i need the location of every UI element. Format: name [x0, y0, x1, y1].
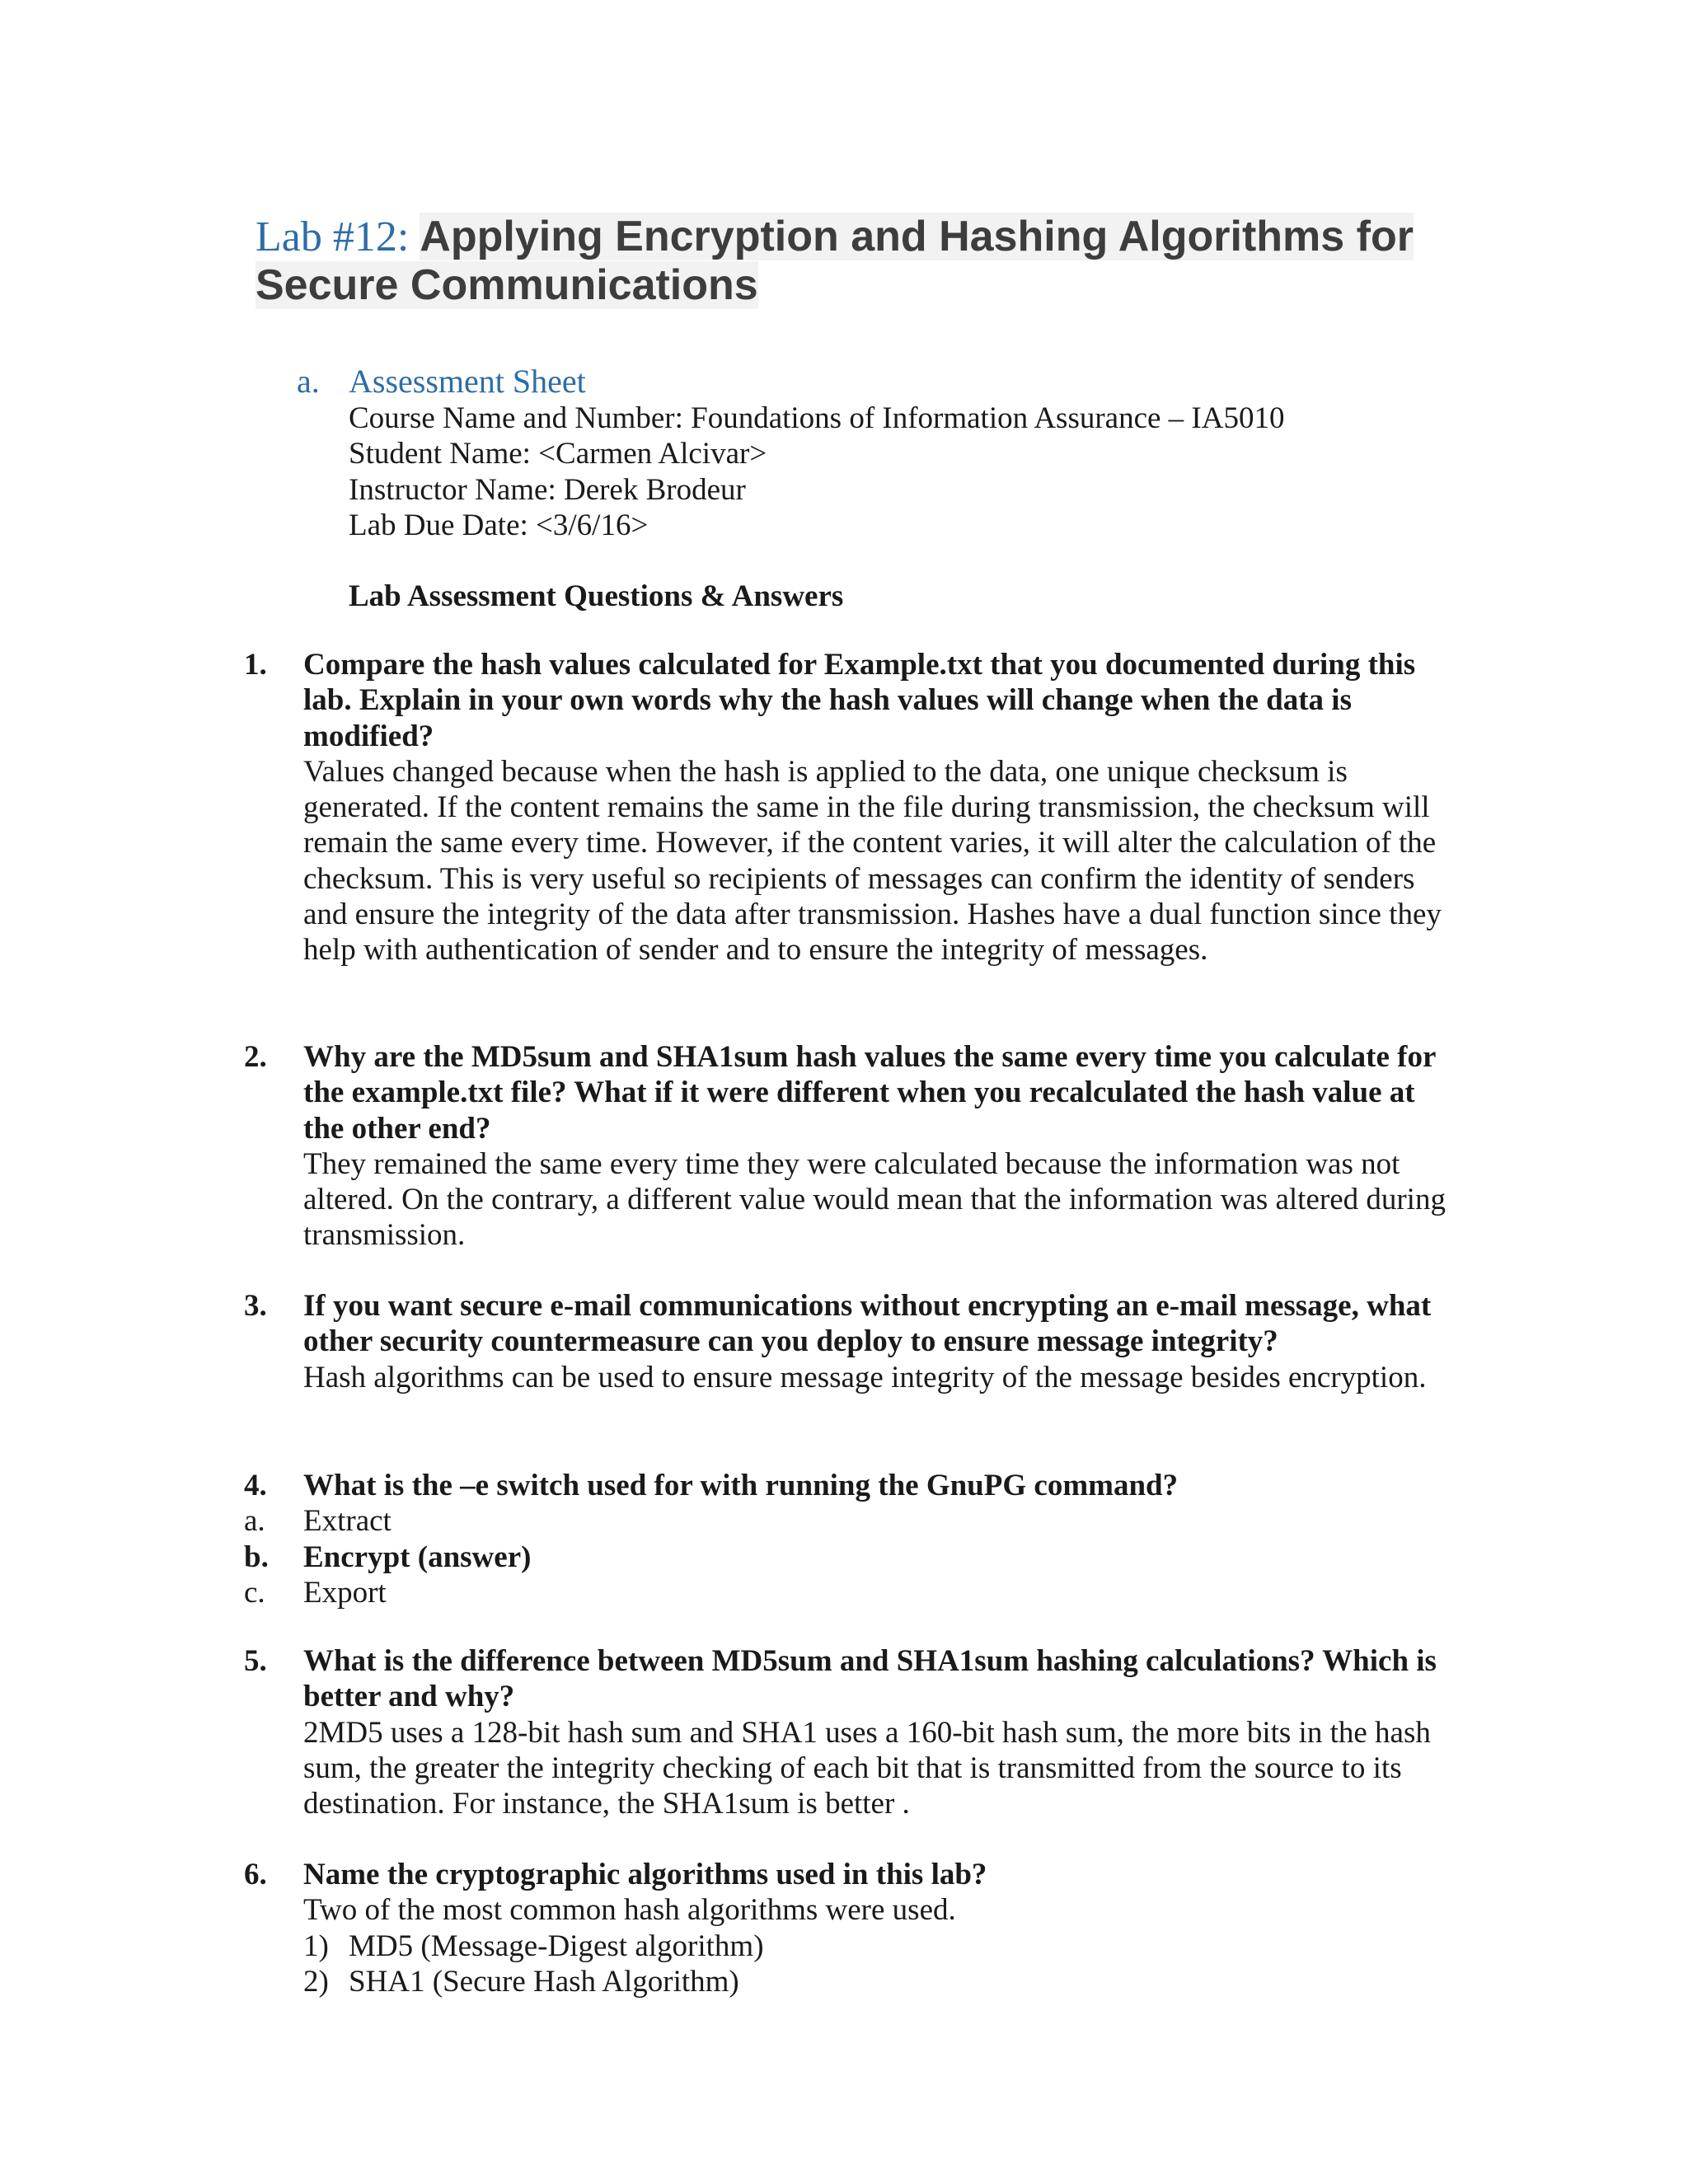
- option-c: [244, 1575, 1456, 1610]
- question-6: [244, 1857, 1456, 1892]
- instructor-line: Instructor Name: Derek Brodeur: [349, 472, 746, 507]
- due-date-line: Lab Due Date: <3/6/16>: [349, 508, 649, 542]
- answer-text: Values changed because when the hash is applied to the data, one unique checksum is generated. If the content remains the same in the file during transmission, the checksum will remain the same every time. However, if the content varies, it will alter the calculation of the checksum. This is very useful so recipients of messages can confirm the identity of senders and ensure the integrity of the data after transmission. Hashes have a dual function since they help with authentication of sender and to ensure the integrity of messages.: [303, 754, 1442, 968]
- answer-text: Two of the most common hash algorithms were used.: [303, 1893, 956, 1928]
- option-text: Extract: [303, 1504, 392, 1539]
- question-number: 1.: [244, 648, 267, 682]
- question-3: [244, 1288, 1456, 1360]
- option-marker: b.: [244, 1540, 269, 1574]
- list-marker: 2): [303, 1964, 329, 1999]
- question-block-1: [244, 647, 1456, 968]
- question-block-4: [244, 1468, 1456, 1610]
- question-text: What is the –e switch used for with running the GnuPG command?: [303, 1469, 1179, 1502]
- question-text: Why are the MD5sum and SHA1sum hash values the same every time you calculate for the example.txt file? What if it were different when you recalculated the hash value at the other end?: [303, 1040, 1436, 1146]
- question-number: 6.: [244, 1858, 267, 1891]
- question-5: [244, 1643, 1456, 1715]
- question-block-5: [244, 1643, 1456, 1821]
- assessment-sheet: [297, 363, 1533, 614]
- question-number: 2.: [244, 1040, 267, 1074]
- title-lab-prefix: Lab #12:: [256, 213, 410, 260]
- assessment-details: [349, 401, 1533, 543]
- qa-heading: Lab Assessment Questions & Answers: [349, 579, 844, 614]
- question-text: What is the difference between MD5sum and SHA1sum hashing calculations? Which is better and why?: [303, 1644, 1437, 1714]
- option-text: Export: [303, 1575, 387, 1610]
- question-text: If you want secure e-mail communications without encrypting an e-mail message, what other security countermeasure can you deploy to ensure message integrity?: [303, 1289, 1432, 1359]
- question-block-2: [244, 1039, 1456, 1254]
- list-marker: 1): [303, 1929, 329, 1963]
- list-item: [303, 1964, 1456, 1999]
- option-marker: c.: [244, 1575, 265, 1610]
- option-b: [244, 1540, 1456, 1575]
- question-number: 3.: [244, 1289, 267, 1323]
- assessment-heading: [297, 363, 1533, 401]
- title-main: Applying Encryption and Hashing Algorithms for Secure Communications: [256, 213, 1414, 309]
- list-text: MD5 (Message-Digest algorithm): [349, 1929, 764, 1963]
- answer-text: 2MD5 uses a 128-bit hash sum and SHA1 uses a 160-bit hash sum, the more bits in the hash sum, the greater the integrity checking of each bit that is transmitted from the source to its destination. For instance, the SHA1sum is better .: [303, 1715, 1431, 1821]
- question-text: Name the cryptographic algorithms used in this lab?: [303, 1858, 987, 1891]
- option-marker: a.: [244, 1504, 265, 1539]
- course-line: Course Name and Number: Foundations of Information Assurance – IA5010: [349, 401, 1285, 435]
- question-4: [244, 1468, 1456, 1503]
- question-block-6: [244, 1857, 1456, 1999]
- question-block-3: [244, 1288, 1456, 1395]
- assessment-marker: a.: [297, 363, 320, 400]
- answer-text: They remained the same every time they were calculated because the information was not altered. On the contrary, a different value would mean that the information was altered during transmission.: [303, 1146, 1446, 1253]
- assessment-heading-text: Assessment Sheet: [349, 363, 586, 400]
- question-1: [244, 647, 1456, 754]
- question-number: 4.: [244, 1469, 267, 1502]
- question-number: 5.: [244, 1644, 267, 1678]
- list-item: [303, 1929, 1456, 1964]
- question-text: Compare the hash values calculated for Example.txt that you documented during this lab. Explain in your own words why the hash values will change when the data is modified?: [303, 648, 1416, 753]
- student-line: Student Name: <Carmen Alcivar>: [349, 437, 767, 471]
- option-a: [244, 1503, 1456, 1539]
- algorithm-list: [303, 1929, 1456, 2000]
- question-2: [244, 1039, 1456, 1146]
- page-title: [256, 213, 1451, 310]
- answer-text: Hash algorithms can be used to ensure message integrity of the message besides encryption.: [303, 1360, 1427, 1394]
- option-text: Encrypt (answer): [303, 1540, 532, 1574]
- list-text: SHA1 (Secure Hash Algorithm): [349, 1964, 739, 1999]
